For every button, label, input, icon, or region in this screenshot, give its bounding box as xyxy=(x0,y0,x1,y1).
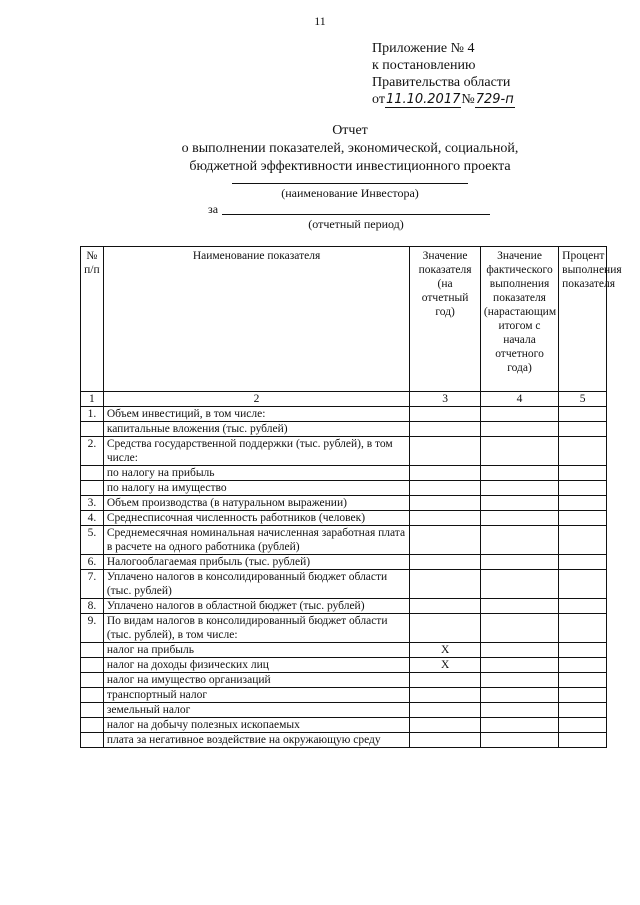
plan-value-cell: X xyxy=(410,658,481,673)
row-number xyxy=(81,688,104,703)
table-row xyxy=(81,703,607,718)
plan-value-cell: X xyxy=(410,643,481,658)
row-number xyxy=(81,481,104,496)
indicator-name: Объем производства (в натуральном выражении) xyxy=(103,496,409,511)
period-caption: (отчетный период) xyxy=(308,217,404,231)
percent-cell xyxy=(559,643,607,658)
percent-cell xyxy=(559,481,607,496)
actual-value-cell xyxy=(480,673,558,688)
row-number: 9. xyxy=(81,614,104,643)
table-row xyxy=(81,599,607,614)
period-prefix: за xyxy=(208,202,219,216)
report-table xyxy=(80,246,622,748)
indicator-name: Объем инвестиций, в том числе: xyxy=(103,407,409,422)
plan-value-cell xyxy=(410,437,481,466)
actual-value-cell xyxy=(480,643,558,658)
actual-value-cell xyxy=(480,658,558,673)
indicator-name: плата за негативное воздействие на окружающую среду xyxy=(103,733,409,748)
plan-value-cell xyxy=(410,599,481,614)
title-line-2: о выполнении показателей, экономической, социальной, xyxy=(181,141,519,156)
percent-cell xyxy=(559,526,607,555)
indicator-name: налог на доходы физических лиц xyxy=(103,658,409,673)
row-number: 3. xyxy=(81,496,104,511)
title-line-3: бюджетной эффективности инвестиционного проекта xyxy=(189,159,511,174)
column-index-row xyxy=(81,392,607,407)
plan-value-cell xyxy=(410,555,481,570)
actual-value-cell xyxy=(480,555,558,570)
plan-value-cell xyxy=(410,422,481,437)
actual-value-cell xyxy=(480,733,558,748)
row-number xyxy=(81,718,104,733)
row-number: 8. xyxy=(81,599,104,614)
indicator-name: Налогооблагаемая прибыль (тыс. рублей) xyxy=(103,555,409,570)
percent-cell xyxy=(559,496,607,511)
header-actual-value: Значение фактического выполнения показателя (нарастающим итогом с начала отчетного года) xyxy=(480,247,558,392)
title-line-1: Отчет xyxy=(332,123,368,138)
percent-cell xyxy=(559,422,607,437)
indicator-name: Средства государственной поддержки (тыс. рублей), в том числе: xyxy=(103,437,409,466)
index-3: 3 xyxy=(410,392,481,407)
number-prefix: № xyxy=(461,92,475,107)
indicator-name: Уплачено налогов в консолидированный бюджет области (тыс. рублей) xyxy=(103,570,409,599)
actual-value-cell xyxy=(480,466,558,481)
percent-cell xyxy=(559,688,607,703)
table-row xyxy=(81,407,607,422)
plan-value-cell xyxy=(410,511,481,526)
plan-value-cell xyxy=(410,570,481,599)
plan-value-cell xyxy=(410,703,481,718)
index-1: 1 xyxy=(81,392,104,407)
row-number: 7. xyxy=(81,570,104,599)
table-row xyxy=(81,733,607,748)
percent-cell xyxy=(559,703,607,718)
table-row xyxy=(81,658,607,673)
table-row xyxy=(81,422,607,437)
percent-cell xyxy=(559,511,607,526)
table-row xyxy=(81,570,607,599)
table-row xyxy=(81,511,607,526)
table-header-row xyxy=(81,247,607,392)
plan-value-cell xyxy=(410,673,481,688)
percent-cell xyxy=(559,673,607,688)
percent-cell xyxy=(559,733,607,748)
row-number xyxy=(81,673,104,688)
row-number xyxy=(81,703,104,718)
number-value: 729-п xyxy=(475,92,514,107)
header-name: Наименование показателя xyxy=(103,247,409,392)
period-blank-line xyxy=(222,214,490,215)
index-4: 4 xyxy=(480,392,558,407)
actual-value-cell xyxy=(480,614,558,643)
plan-value-cell xyxy=(410,614,481,643)
indicator-name: По видам налогов в консолидированный бюджет области (тыс. рублей), в том числе: xyxy=(103,614,409,643)
indicator-name: Среднемесячная номинальная начисленная заработная плата в расчете на одного работника (рублей) xyxy=(103,526,409,555)
actual-value-cell xyxy=(480,422,558,437)
table-row xyxy=(81,614,607,643)
table-row xyxy=(81,555,607,570)
indicator-name: налог на прибыль xyxy=(103,643,409,658)
row-number xyxy=(81,466,104,481)
table-row xyxy=(81,496,607,511)
header-percent: Процент выполнения показателя xyxy=(559,247,607,392)
table-row xyxy=(81,481,607,496)
percent-cell xyxy=(559,658,607,673)
plan-value-cell xyxy=(410,407,481,422)
appendix-date-line xyxy=(372,91,515,108)
percent-cell xyxy=(559,437,607,466)
header-num: № п/п xyxy=(81,247,104,392)
actual-value-cell xyxy=(480,481,558,496)
table-row xyxy=(81,718,607,733)
plan-value-cell xyxy=(410,466,481,481)
row-number: 4. xyxy=(81,511,104,526)
plan-value-cell xyxy=(410,688,481,703)
report-title xyxy=(0,122,640,176)
plan-value-cell xyxy=(410,526,481,555)
indicator-name: капитальные вложения (тыс. рублей) xyxy=(103,422,409,437)
indicator-name: Среднесписочная численность работников (человек) xyxy=(103,511,409,526)
plan-value-cell xyxy=(410,718,481,733)
appendix-block xyxy=(372,40,515,108)
page-number: 11 xyxy=(314,14,326,28)
percent-cell xyxy=(559,407,607,422)
row-number xyxy=(81,643,104,658)
row-number: 2. xyxy=(81,437,104,466)
date-value: 11.10.2017 xyxy=(385,92,461,107)
indicator-name: по налогу на прибыль xyxy=(103,466,409,481)
row-number xyxy=(81,422,104,437)
row-number xyxy=(81,733,104,748)
actual-value-cell xyxy=(480,407,558,422)
indicator-name: по налогу на имущество xyxy=(103,481,409,496)
indicator-name: Уплачено налогов в областной бюджет (тыс. рублей) xyxy=(103,599,409,614)
index-5: 5 xyxy=(559,392,607,407)
indicator-name: налог на добычу полезных ископаемых xyxy=(103,718,409,733)
plan-value-cell xyxy=(410,733,481,748)
plan-value-cell xyxy=(410,496,481,511)
actual-value-cell xyxy=(480,599,558,614)
row-number xyxy=(81,658,104,673)
actual-value-cell xyxy=(480,511,558,526)
investor-caption: (наименование Инвестора) xyxy=(281,186,419,200)
table-row xyxy=(81,437,607,466)
row-number: 6. xyxy=(81,555,104,570)
appendix-line-3: Правительства области xyxy=(372,75,511,90)
date-prefix: от xyxy=(372,92,385,107)
actual-value-cell xyxy=(480,570,558,599)
actual-value-cell xyxy=(480,496,558,511)
percent-cell xyxy=(559,466,607,481)
table-row xyxy=(81,466,607,481)
actual-value-cell xyxy=(480,703,558,718)
appendix-line-1: Приложение № 4 xyxy=(372,41,475,56)
indicator-name: налог на имущество организаций xyxy=(103,673,409,688)
percent-cell xyxy=(559,599,607,614)
indicator-name: транспортный налог xyxy=(103,688,409,703)
percent-cell xyxy=(559,718,607,733)
investor-blank-line xyxy=(232,183,468,184)
header-plan-value: Значение показателя (на отчетный год) xyxy=(410,247,481,392)
row-number: 1. xyxy=(81,407,104,422)
row-number: 5. xyxy=(81,526,104,555)
percent-cell xyxy=(559,570,607,599)
actual-value-cell xyxy=(480,437,558,466)
table-row xyxy=(81,688,607,703)
appendix-line-2: к постановлению xyxy=(372,58,476,73)
indicator-name: земельный налог xyxy=(103,703,409,718)
table-row xyxy=(81,526,607,555)
actual-value-cell xyxy=(480,688,558,703)
actual-value-cell xyxy=(480,718,558,733)
plan-value-cell xyxy=(410,481,481,496)
table-row xyxy=(81,643,607,658)
actual-value-cell xyxy=(480,526,558,555)
table-row xyxy=(81,673,607,688)
index-2: 2 xyxy=(103,392,409,407)
percent-cell xyxy=(559,614,607,643)
percent-cell xyxy=(559,555,607,570)
